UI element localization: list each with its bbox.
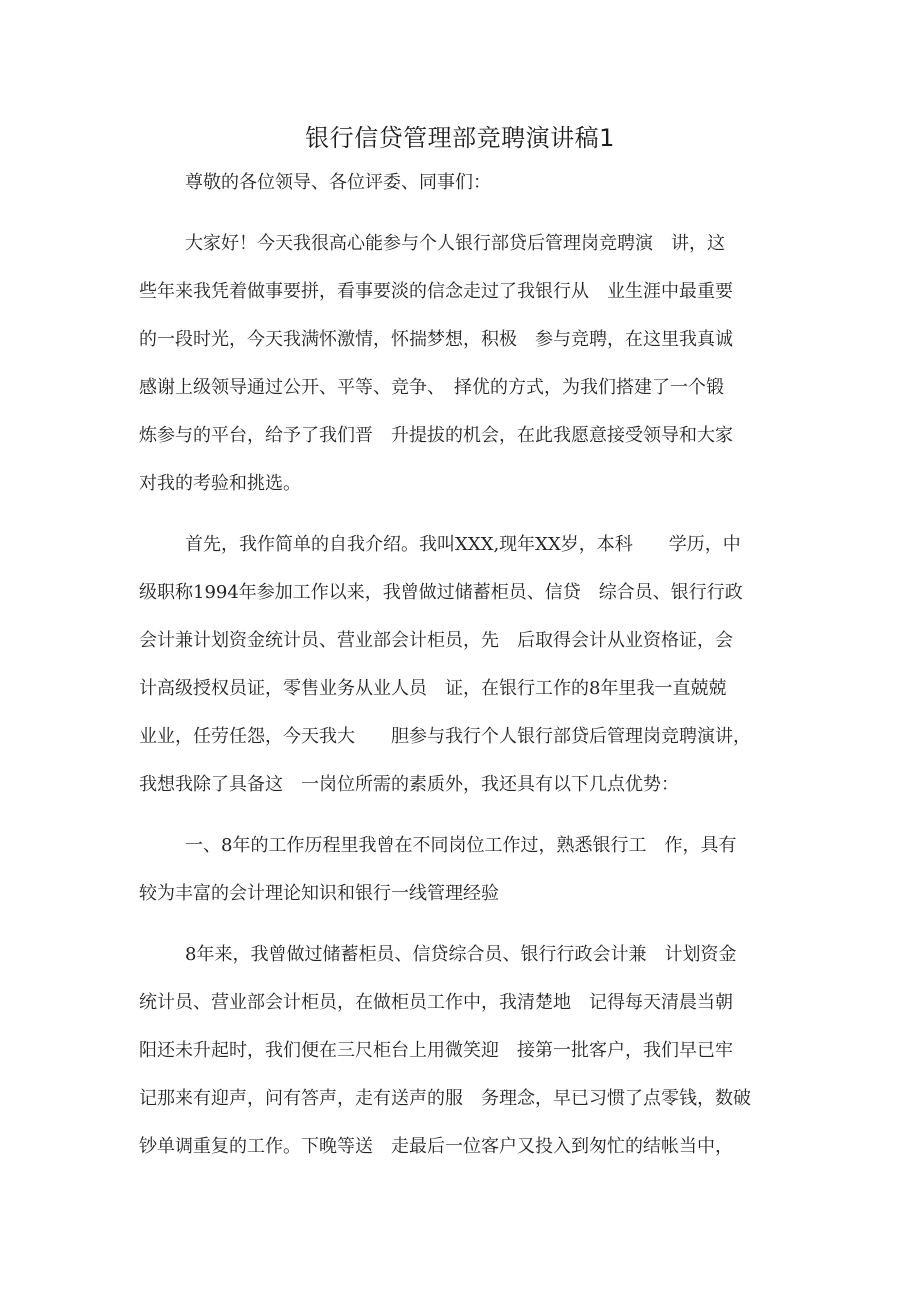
section-heading-line: 较为丰富的会计理论知识和银行一线管理经验 [139,883,499,904]
text-line: 首先，我作简单的自我介绍。我叫XXX,现年XX岁，本科 学历，中 [185,534,741,555]
text-line: 记那来有迎声，问有答声，走有送声的服 务理念，早已习惯了点零钱，数破 [139,1088,751,1109]
text-line: 的一段时光，今天我满怀激情，怀揣梦想，积极 参与竞聘，在这里我真诚 [139,329,733,350]
text-line: 级职称1994年参加工作以来，我曾做过储蓄柜员、信贷 综合员、银行行政 [139,582,743,603]
text-line: 计高级授权员证，零售业务从业人员 证，在银行工作的8年里我一直兢兢 [139,678,727,699]
text-line: 我想我除了具备这 一岗位所需的素质外，我还具有以下几点优势： [139,774,679,795]
text-line: 会计兼计划资金统计员、营业部会计柜员，先 后取得会计从业资格证，会 [139,630,733,651]
text-line: 大家好！今天我很高心能参与个人银行部贷后管理岗竞聘演 讲，这 [185,233,725,254]
text-line: 炼参与的平台，给予了我们晋 升提拔的机会，在此我愿意接受领导和大家 [139,425,733,446]
text-line: 阳还未升起时，我们便在三尺柜台上用微笑迎 接第一批客户，我们早已牢 [139,1040,733,1061]
text-line: 8年来，我曾做过储蓄柜员、信贷综合员、银行行政会计兼 计划资金 [185,944,737,965]
text-line: 钞单调重复的工作。下晚等送 走最后一位客户又投入到匆忙的结帐当中， [139,1136,733,1157]
text-line: 统计员、营业部会计柜员，在做柜员工作中，我清楚地 记得每天清晨当朝 [139,992,733,1013]
text-line: 业业，任劳任怨，今天我大 胆参与我行个人银行部贷后管理岗竞聘演讲， [139,726,751,747]
salutation-line: 尊敬的各位领导、各位评委、同事们： [185,172,491,193]
section-heading-line: 一、8年的工作历程里我曾在不同岗位工作过，熟悉银行工 作，具有 [185,835,737,856]
text-line: 些年来我凭着做事要拼，看事要淡的信念走过了我银行从 业生涯中最重要 [139,281,733,302]
text-line: 对我的考验和挑选。 [139,473,301,494]
document-title: 银行信贷管理部竞聘演讲稿1 [305,124,615,152]
text-line: 感谢上级领导通过公开、平等、竞争、 择优的方式，为我们搭建了一个锻 [139,377,724,398]
